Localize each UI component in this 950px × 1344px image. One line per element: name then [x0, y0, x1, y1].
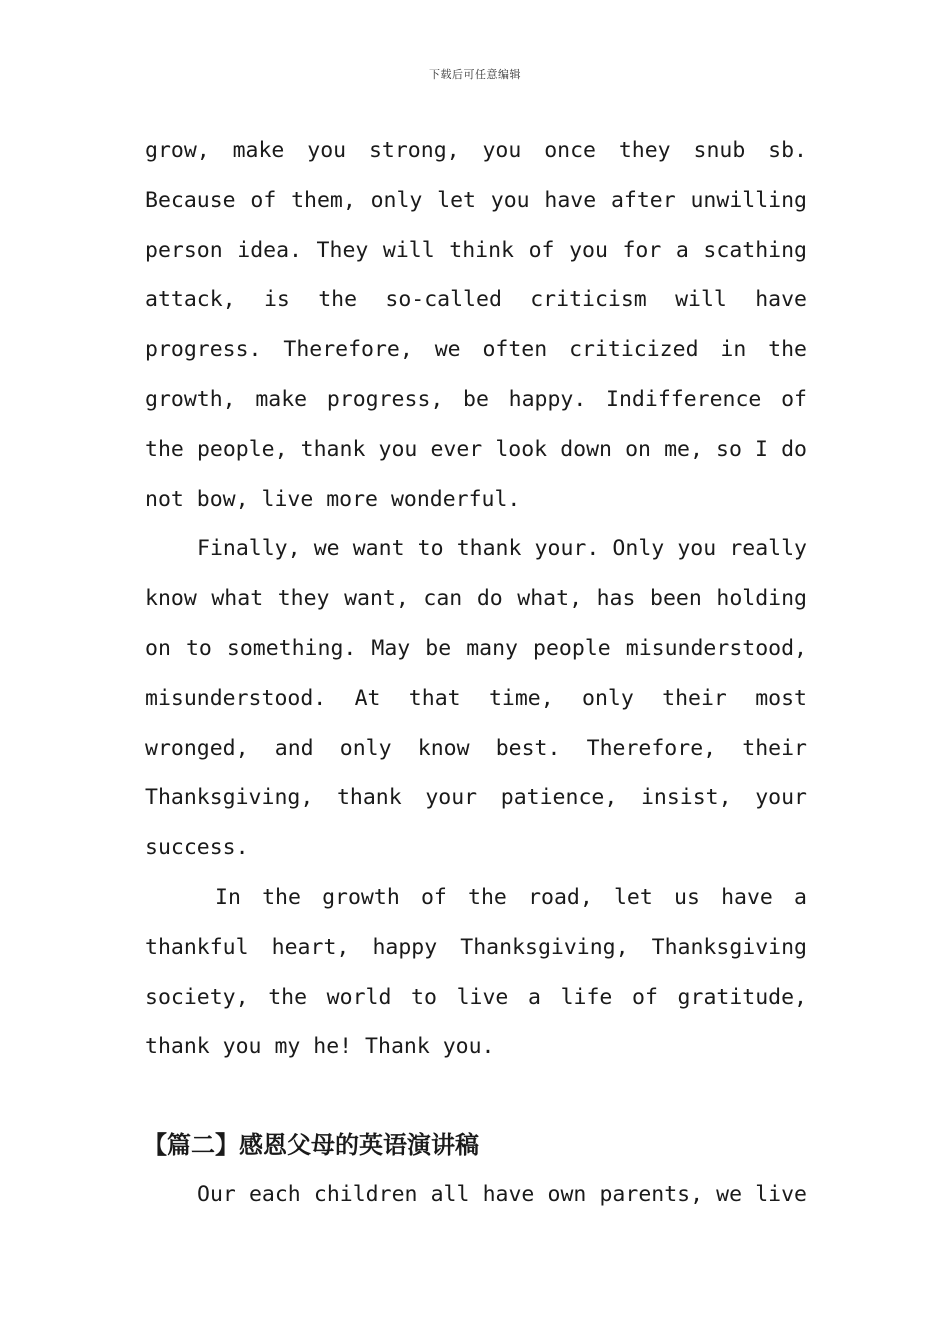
text-line: society, the world to live a life of gratitude,	[145, 984, 807, 1010]
text-line: In the growth of the road, let us have a	[215, 884, 807, 910]
text-line: misunderstood. At that time, only their most	[145, 685, 807, 711]
text-line: Finally, we want to thank your. Only you really	[197, 536, 807, 562]
text-line: growth, make progress, be happy. Indifference of	[145, 386, 807, 412]
text-line: thank you my he! Thank you.	[145, 1034, 495, 1060]
document-body	[145, 126, 807, 1220]
text-line: Our each children all have own parents, we live	[197, 1182, 807, 1208]
text-line: person idea. They will think of you for a scathing	[145, 237, 807, 263]
section-spacer	[145, 1072, 807, 1120]
text-line: wronged, and only know best. Therefore, their	[145, 735, 807, 761]
text-line: thankful heart, happy Thanksgiving, Thanksgiving	[145, 934, 807, 960]
paragraph-thank-yourself	[145, 524, 807, 873]
section-heading: 【篇二】感恩父母的英语演讲稿	[143, 1131, 479, 1160]
text-line: on to something. May be many people misunderstood,	[145, 635, 807, 661]
text-line: attack, is the so-called criticism will have	[145, 287, 807, 313]
text-line: progress. Therefore, we often criticized in the	[145, 337, 807, 363]
text-line: the people, thank you ever look down on me, so I do	[145, 436, 807, 462]
paragraph-parents-intro	[145, 1170, 807, 1220]
text-line: not bow, live more wonderful.	[145, 486, 521, 512]
text-line: success.	[145, 835, 249, 861]
paragraph-closing	[145, 873, 807, 1072]
text-line: Because of them, only let you have after unwilling	[145, 187, 807, 213]
paragraph-criticism	[145, 126, 807, 524]
text-line: grow, make you strong, you once they snub sb.	[145, 138, 807, 163]
page-header: 下载后可任意编辑	[429, 68, 521, 81]
text-line: know what they want, can do what, has been holding	[145, 586, 807, 612]
text-line: Thanksgiving, thank your patience, insist, your	[145, 785, 807, 811]
